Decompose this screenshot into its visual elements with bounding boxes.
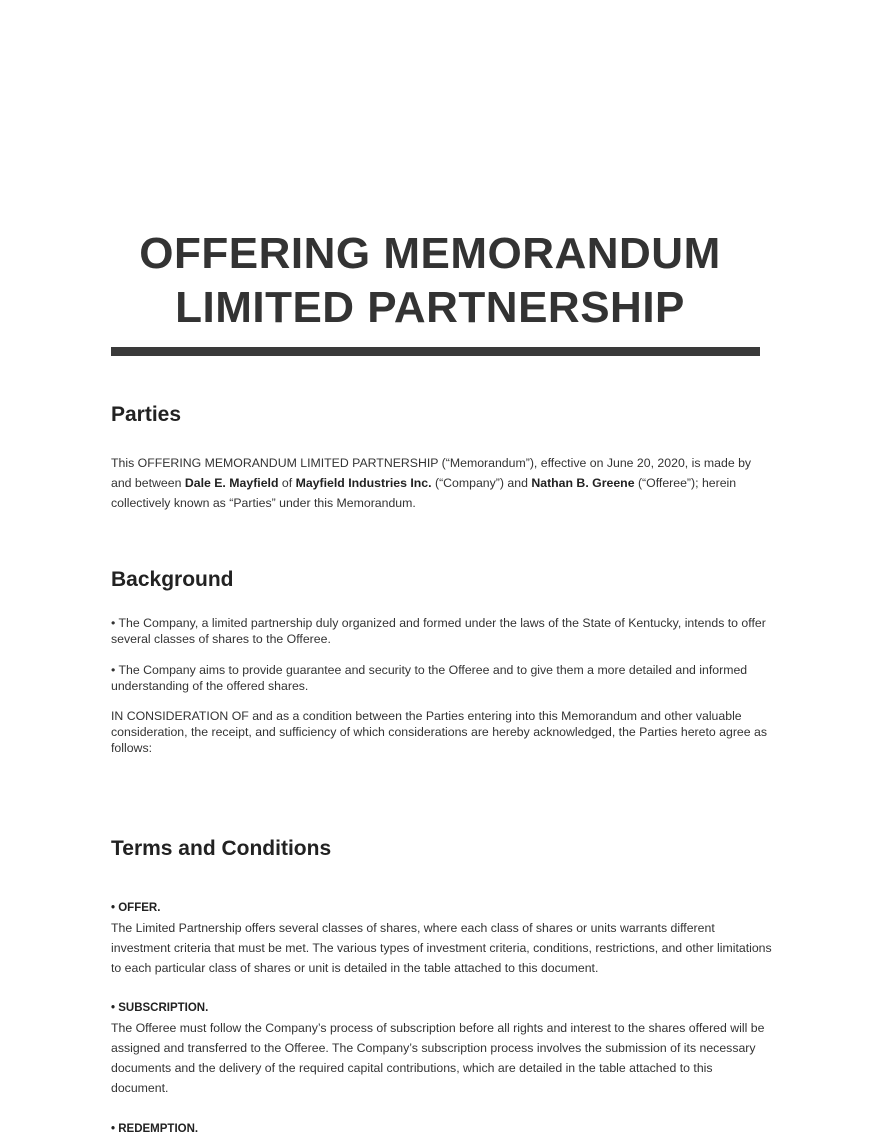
background-heading: Background (111, 568, 234, 591)
terms-heading: Terms and Conditions (111, 837, 332, 860)
party-name-1: Dale E. Mayfield (184, 476, 279, 490)
redemption-subheading: • REDEMPTION. (111, 1123, 199, 1135)
offer-subheading: • OFFER. (111, 902, 161, 914)
parties-text-3: (“Company”) and (431, 476, 532, 490)
parties-heading: Parties (111, 403, 182, 426)
background-bullet-1: • The Company, a limited partnership duly organized and formed under the laws of the State of Kentucky, intends to offer several classes of shares to the Offeree. (111, 616, 766, 646)
background-bullet-2: • The Company aims to provide guarantee and security to the Offeree and to give them a more detailed and informed understanding of the offered shares. (111, 663, 748, 693)
offer-paragraph: The Limited Partnership offers several classes of shares, where each class of shares or units warrants different investment criteria that must be met. The various types of investment criteria, conditions, restrictions, and other limitations to each particular class of shares or unit is detailed in the table attached to this document. (111, 921, 772, 975)
parties-text-2: of (278, 476, 296, 490)
document-title-line-1: OFFERING MEMORANDUM (139, 229, 721, 278)
title-divider (111, 347, 760, 356)
subscription-subheading: • SUBSCRIPTION. (111, 1002, 209, 1014)
parties-paragraph (111, 453, 773, 513)
parties-text-1: This OFFERING MEMORANDUM LIMITED PARTNERSHIP (“Memorandum”), effective on June 20, 2020, is made by and between (111, 456, 752, 490)
party-name-2: Nathan B. Greene (531, 476, 635, 490)
subscription-paragraph: The Offeree must follow the Company’s process of subscription before all rights and interest to the shares offered will be assigned and transferred to the Offeree. The Company’s subscription process involves the submission of its necessary documents and the delivery of the required capital contributions, which are detailed in the table attached to this document. (111, 1021, 765, 1095)
consideration-paragraph: IN CONSIDERATION OF and as a condition between the Parties entering into this Memorandum and other valuable consideration, the receipt, and sufficiency of which considerations are hereby acknowledged, the Parties hereto agree as follows: (111, 709, 767, 755)
company-name: Mayfield Industries Inc. (295, 476, 432, 490)
document-title-line-2: LIMITED PARTNERSHIP (175, 283, 685, 332)
parties-text-4: (“Offeree”); herein collectively known as “Parties” under this Memorandum. (111, 476, 737, 510)
